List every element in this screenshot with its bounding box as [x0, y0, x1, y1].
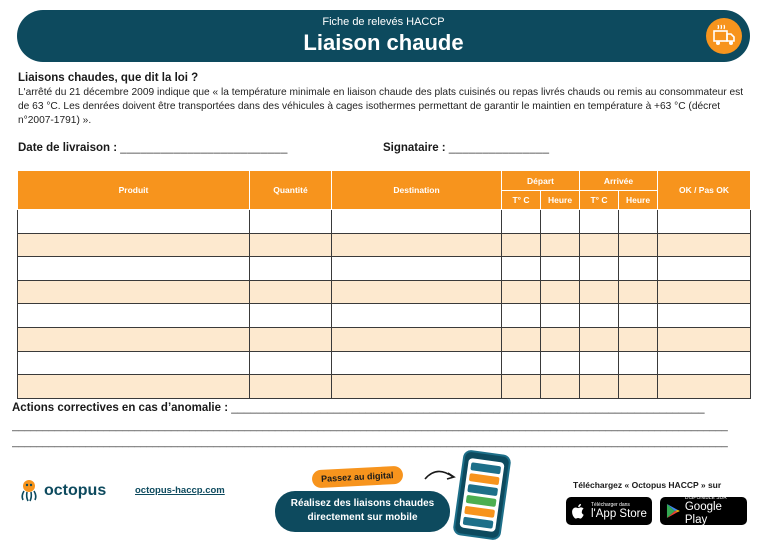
col-header-arrival-time: Heure — [619, 191, 658, 210]
cell-ok[interactable] — [658, 210, 751, 234]
table-row — [18, 351, 751, 375]
hot-food-truck-icon — [706, 18, 742, 54]
cell-ok[interactable] — [658, 351, 751, 375]
cell-departure-time[interactable] — [541, 327, 580, 351]
cell-arrival-time[interactable] — [619, 257, 658, 281]
header-banner — [17, 10, 750, 62]
cell-ok[interactable] — [658, 327, 751, 351]
promo-line-1: Réalisez des liaisons chaudes — [290, 498, 435, 509]
cell-destination[interactable] — [332, 257, 502, 281]
corrective-actions-field[interactable] — [12, 402, 748, 414]
cell-destination[interactable] — [332, 210, 502, 234]
promo-banner[interactable] — [275, 491, 450, 532]
col-header-product: Produit — [18, 171, 250, 210]
octopus-logo-icon — [18, 478, 40, 504]
table-row — [18, 375, 751, 399]
curved-arrow-icon — [422, 465, 458, 492]
col-header-departure-temp: T° C — [502, 191, 541, 210]
delivery-date-blank: _________________________ — [120, 142, 288, 154]
cell-departure-time[interactable] — [541, 257, 580, 281]
cell-arrival-temp[interactable] — [580, 304, 619, 328]
cell-arrival-time[interactable] — [619, 280, 658, 304]
cell-arrival-time[interactable] — [619, 233, 658, 257]
apple-icon — [571, 503, 587, 519]
cell-departure-temp[interactable] — [502, 327, 541, 351]
cell-departure-temp[interactable] — [502, 233, 541, 257]
corrective-actions-line[interactable]: _____________________________________________________________________________________________________________________ — [12, 436, 728, 448]
table-row — [18, 210, 751, 234]
phone-mockup-icon — [452, 449, 512, 541]
cell-quantity[interactable] — [250, 375, 332, 399]
cell-arrival-temp[interactable] — [580, 233, 619, 257]
download-text: Téléchargez « Octopus HACCP » sur — [573, 480, 722, 490]
cell-quantity[interactable] — [250, 210, 332, 234]
cell-departure-temp[interactable] — [502, 280, 541, 304]
cell-ok[interactable] — [658, 257, 751, 281]
cell-destination[interactable] — [332, 375, 502, 399]
cell-quantity[interactable] — [250, 351, 332, 375]
cell-product[interactable] — [18, 257, 250, 281]
table-row — [18, 233, 751, 257]
col-header-departure: Départ — [502, 171, 580, 191]
cell-product[interactable] — [18, 210, 250, 234]
corrective-actions-label: Actions correctives en cas d’anomalie : — [12, 402, 229, 414]
cell-arrival-temp[interactable] — [580, 280, 619, 304]
col-header-quantity: Quantité — [250, 171, 332, 210]
cell-arrival-temp[interactable] — [580, 210, 619, 234]
cell-departure-time[interactable] — [541, 375, 580, 399]
cell-destination[interactable] — [332, 280, 502, 304]
cell-ok[interactable] — [658, 304, 751, 328]
cell-destination[interactable] — [332, 327, 502, 351]
cell-arrival-time[interactable] — [619, 304, 658, 328]
appstore-big-text: l'App Store — [591, 507, 647, 520]
cell-ok[interactable] — [658, 280, 751, 304]
delivery-date-label: Date de livraison : — [18, 142, 118, 154]
cell-departure-time[interactable] — [541, 210, 580, 234]
googleplay-small-text: DISPONIBLE SUR — [684, 495, 727, 501]
cell-departure-temp[interactable] — [502, 304, 541, 328]
cell-product[interactable] — [18, 280, 250, 304]
cell-destination[interactable] — [332, 351, 502, 375]
cell-product[interactable] — [18, 375, 250, 399]
col-header-destination: Destination — [332, 171, 502, 210]
cell-destination[interactable] — [332, 304, 502, 328]
cell-product[interactable] — [18, 327, 250, 351]
cell-arrival-temp[interactable] — [580, 351, 619, 375]
website-link[interactable]: octopus-haccp.com — [135, 485, 225, 496]
cell-arrival-time[interactable] — [619, 375, 658, 399]
cell-departure-temp[interactable] — [502, 210, 541, 234]
delivery-date-field[interactable] — [18, 142, 288, 154]
cell-quantity[interactable] — [250, 280, 332, 304]
signatory-blank: _______________ — [448, 142, 550, 154]
cell-ok[interactable] — [658, 233, 751, 257]
signatory-field[interactable] — [383, 142, 549, 154]
delivery-log-table — [17, 170, 751, 399]
appstore-small-text: Télécharger dans — [591, 501, 630, 508]
brand-name: octopus — [44, 482, 107, 499]
cell-departure-temp[interactable] — [502, 375, 541, 399]
cell-ok[interactable] — [658, 375, 751, 399]
googleplay-big-text: Google Play — [684, 501, 722, 526]
cell-arrival-time[interactable] — [619, 351, 658, 375]
cell-departure-temp[interactable] — [502, 351, 541, 375]
cell-product[interactable] — [18, 351, 250, 375]
col-header-arrival: Arrivée — [580, 171, 658, 191]
cell-quantity[interactable] — [250, 327, 332, 351]
cell-departure-temp[interactable] — [502, 257, 541, 281]
cell-quantity[interactable] — [250, 257, 332, 281]
col-header-ok: OK / Pas OK — [658, 171, 751, 210]
cell-product[interactable] — [18, 233, 250, 257]
page-title: Liaison chaude — [303, 30, 464, 55]
law-heading: Liaisons chaudes, que dit la loi ? — [18, 72, 199, 84]
cell-arrival-time[interactable] — [619, 327, 658, 351]
header-subtitle: Fiche de relevés HACCP — [322, 16, 445, 28]
cell-departure-time[interactable] — [541, 304, 580, 328]
promo-line-2: directement sur mobile — [307, 512, 418, 523]
table-row — [18, 257, 751, 281]
octopus-logo — [18, 478, 106, 504]
corrective-actions-blank: __________________________________________________________________________ — [231, 402, 705, 414]
corrective-actions-line[interactable]: _____________________________________________________________________________________________________________________ — [12, 420, 728, 432]
cell-departure-time[interactable] — [541, 351, 580, 375]
law-section — [18, 72, 748, 128]
appstore-badge[interactable] — [566, 497, 652, 525]
google-play-icon — [665, 503, 681, 519]
cell-departure-time[interactable] — [541, 280, 580, 304]
col-header-departure-time: Heure — [541, 191, 580, 210]
signatory-label: Signataire : — [383, 142, 446, 154]
cell-quantity[interactable] — [250, 304, 332, 328]
googleplay-badge[interactable] — [660, 497, 747, 525]
promo-tag: Passez au digital — [312, 466, 403, 489]
col-header-arrival-temp: T° C — [580, 191, 619, 210]
cell-arrival-time[interactable] — [619, 210, 658, 234]
cell-arrival-temp[interactable] — [580, 375, 619, 399]
cell-quantity[interactable] — [250, 233, 332, 257]
table-row — [18, 280, 751, 304]
cell-destination[interactable] — [332, 233, 502, 257]
table-row — [18, 327, 751, 351]
cell-departure-time[interactable] — [541, 233, 580, 257]
table-row — [18, 304, 751, 328]
cell-arrival-temp[interactable] — [580, 327, 619, 351]
cell-arrival-temp[interactable] — [580, 257, 619, 281]
law-text: L'arrêté du 21 décembre 2009 indique que « la température minimale en liaison chaude des plats cuisinés ou repas livrés chauds ou remis au consommateur est de 63 °C. Les denrées doivent être transportées dans des véhicules à cages isothermes permettant de garantir le maintien en température à +63 °C (décret n°2007-1791) ». — [18, 87, 744, 126]
cell-product[interactable] — [18, 304, 250, 328]
